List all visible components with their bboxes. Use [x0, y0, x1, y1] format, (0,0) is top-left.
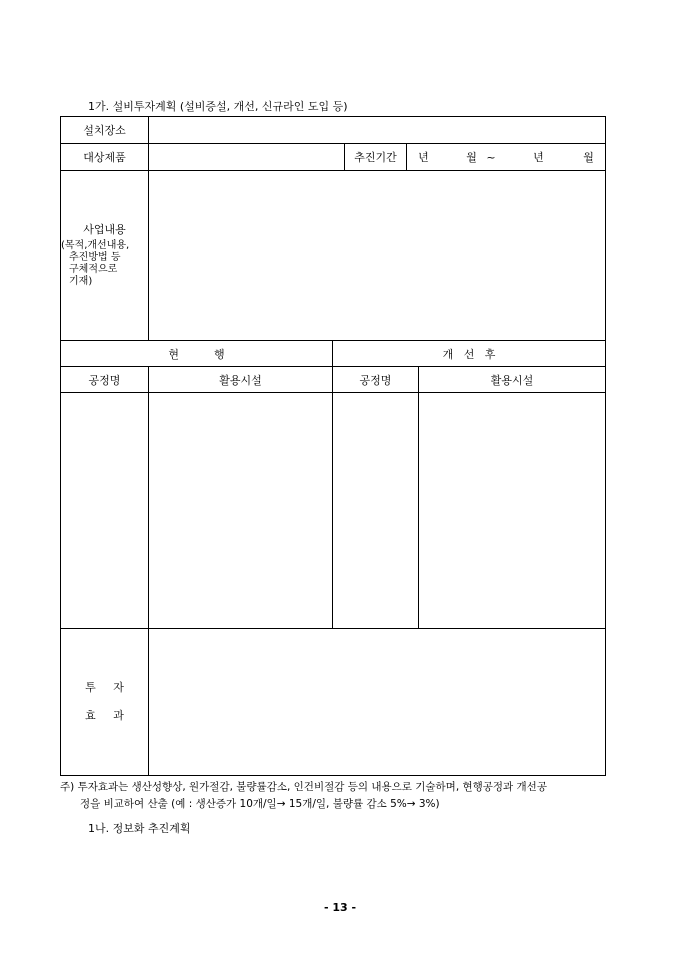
target-product-field[interactable]: [149, 144, 345, 171]
facility-plan-table: [60, 116, 606, 341]
target-product-label: 대상제품: [61, 144, 149, 171]
current-process-name-field[interactable]: [61, 393, 149, 629]
comparison-column-row: [61, 367, 606, 393]
current-header: 현 행: [61, 341, 333, 367]
row-install-location: [61, 117, 606, 144]
after-process-name-field[interactable]: [333, 393, 419, 629]
page-number: - 13 -: [323, 901, 357, 914]
business-content-line1: 사업내용: [83, 222, 126, 236]
business-content-label: [61, 171, 149, 341]
period-month2: 월: [583, 151, 594, 164]
install-location-field[interactable]: [149, 117, 606, 144]
after-header: 개 선 후: [333, 341, 606, 367]
period-month1: 월: [466, 151, 477, 164]
install-location-label: 설치장소: [61, 117, 149, 144]
business-content-line5: 기재): [69, 275, 93, 287]
period-tilde: ~: [486, 151, 496, 164]
after-process-name-header: 공정명: [333, 367, 419, 393]
comparison-body-row: [61, 393, 606, 629]
note-line-1: 주) 투자효과는 생산성향상, 원가절감, 불량률감소, 인건비절감 등의 내용으로 기술하며, 현행공정과 개선공: [60, 781, 547, 793]
business-content-line3: 추진방법 등: [69, 251, 121, 263]
period-year1: 년: [418, 151, 429, 164]
after-facility-header: 활용시설: [419, 367, 606, 393]
current-process-name-header: 공정명: [61, 367, 149, 393]
period-field[interactable]: [407, 144, 606, 171]
section-1a-title: 1가. 설비투자계획 (설비증설, 개선, 신규라인 도입 등): [88, 100, 348, 113]
investment-effect-line1: 투 자: [85, 681, 124, 694]
note-line-2: 정을 비교하여 산출 (예 : 생산증가 10개/일→ 15개/일, 불량률 감소 5%→ 3%): [80, 798, 440, 810]
current-facility-header: 활용시설: [149, 367, 333, 393]
period-label: 추진기간: [345, 144, 407, 171]
investment-effect-line2: 효 과: [85, 709, 124, 722]
current-facility-field[interactable]: [149, 393, 333, 629]
comparison-header-row: [61, 341, 606, 367]
investment-effect-table: [60, 628, 606, 776]
row-target-product: [61, 144, 606, 171]
investment-effect-label: [61, 629, 149, 776]
business-content-line4: 구체적으로: [69, 263, 118, 275]
row-business-content: [61, 171, 606, 341]
period-year2: 년: [533, 151, 544, 164]
investment-effect-field[interactable]: [149, 629, 606, 776]
section-1b-title: 1나. 정보화 추진계획: [88, 822, 191, 835]
comparison-table: [60, 340, 606, 629]
investment-effect-row: [61, 629, 606, 776]
after-facility-field[interactable]: [419, 393, 606, 629]
business-content-field[interactable]: [149, 171, 606, 341]
business-content-line2: (목적,개선내용,: [61, 239, 130, 251]
